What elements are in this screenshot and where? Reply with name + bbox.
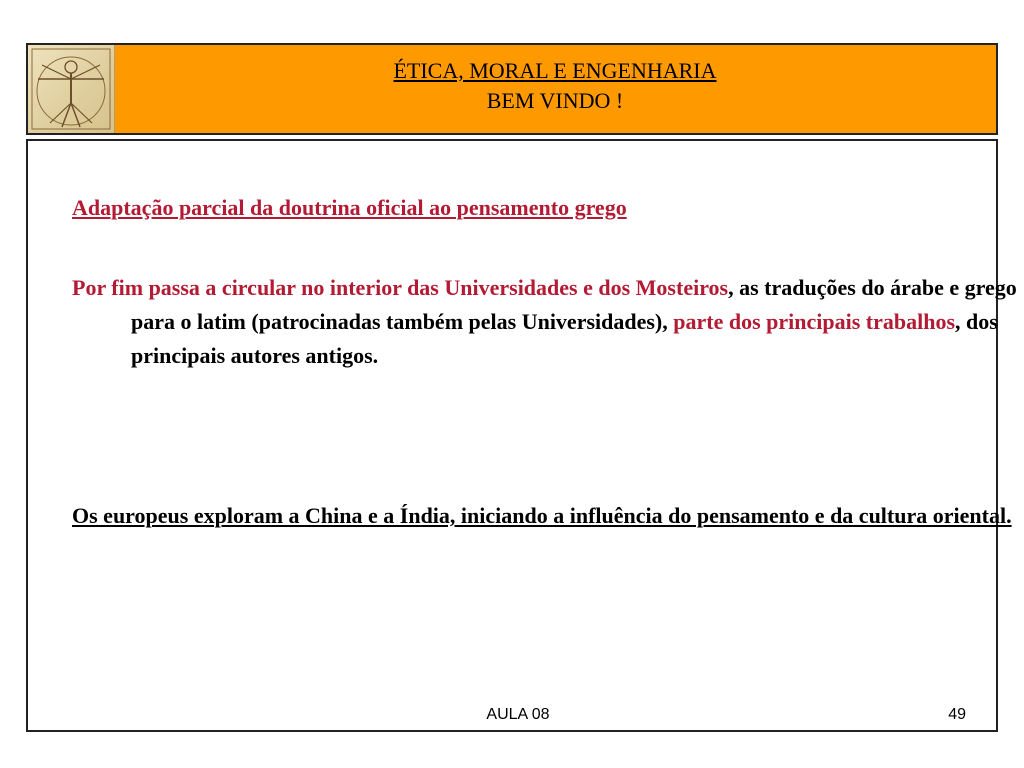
slide-header [26,43,998,135]
title-line-1: ÉTICA, MORAL E ENGENHARIA [393,58,717,83]
title-line-2: BEM VINDO ! [486,88,624,113]
slide-title [114,57,996,115]
paragraph-3-text: Os europeus exploram a China e a Índia, iniciando a influência do pensamento e da cultura oriental. [72,503,1012,528]
slide-content [26,139,1017,732]
paragraph-2-black-part-1: , as traduções do árabe e grego para o latim (patrocinadas também pelas Universidades), [131,275,1017,334]
paragraph-2-red-part-1: Por fim passa a circular no interior das Universidades e dos Mosteiros [72,275,729,300]
page-number: 49 [948,706,966,723]
vitruvian-man-icon [28,45,115,133]
paragraph-1 [72,191,1024,225]
paragraph-2-red-part-2: parte dos principais trabalhos [673,309,956,334]
paragraph-1-text: Adaptação parcial da doutrina oficial ao pensamento grego [72,195,627,220]
paragraph-3 [72,499,1024,533]
footer-label: AULA 08 [486,706,550,723]
paragraph-2 [72,271,1024,373]
paragraph-2-black-part-2: , dos principais autores antigos. [131,309,998,368]
